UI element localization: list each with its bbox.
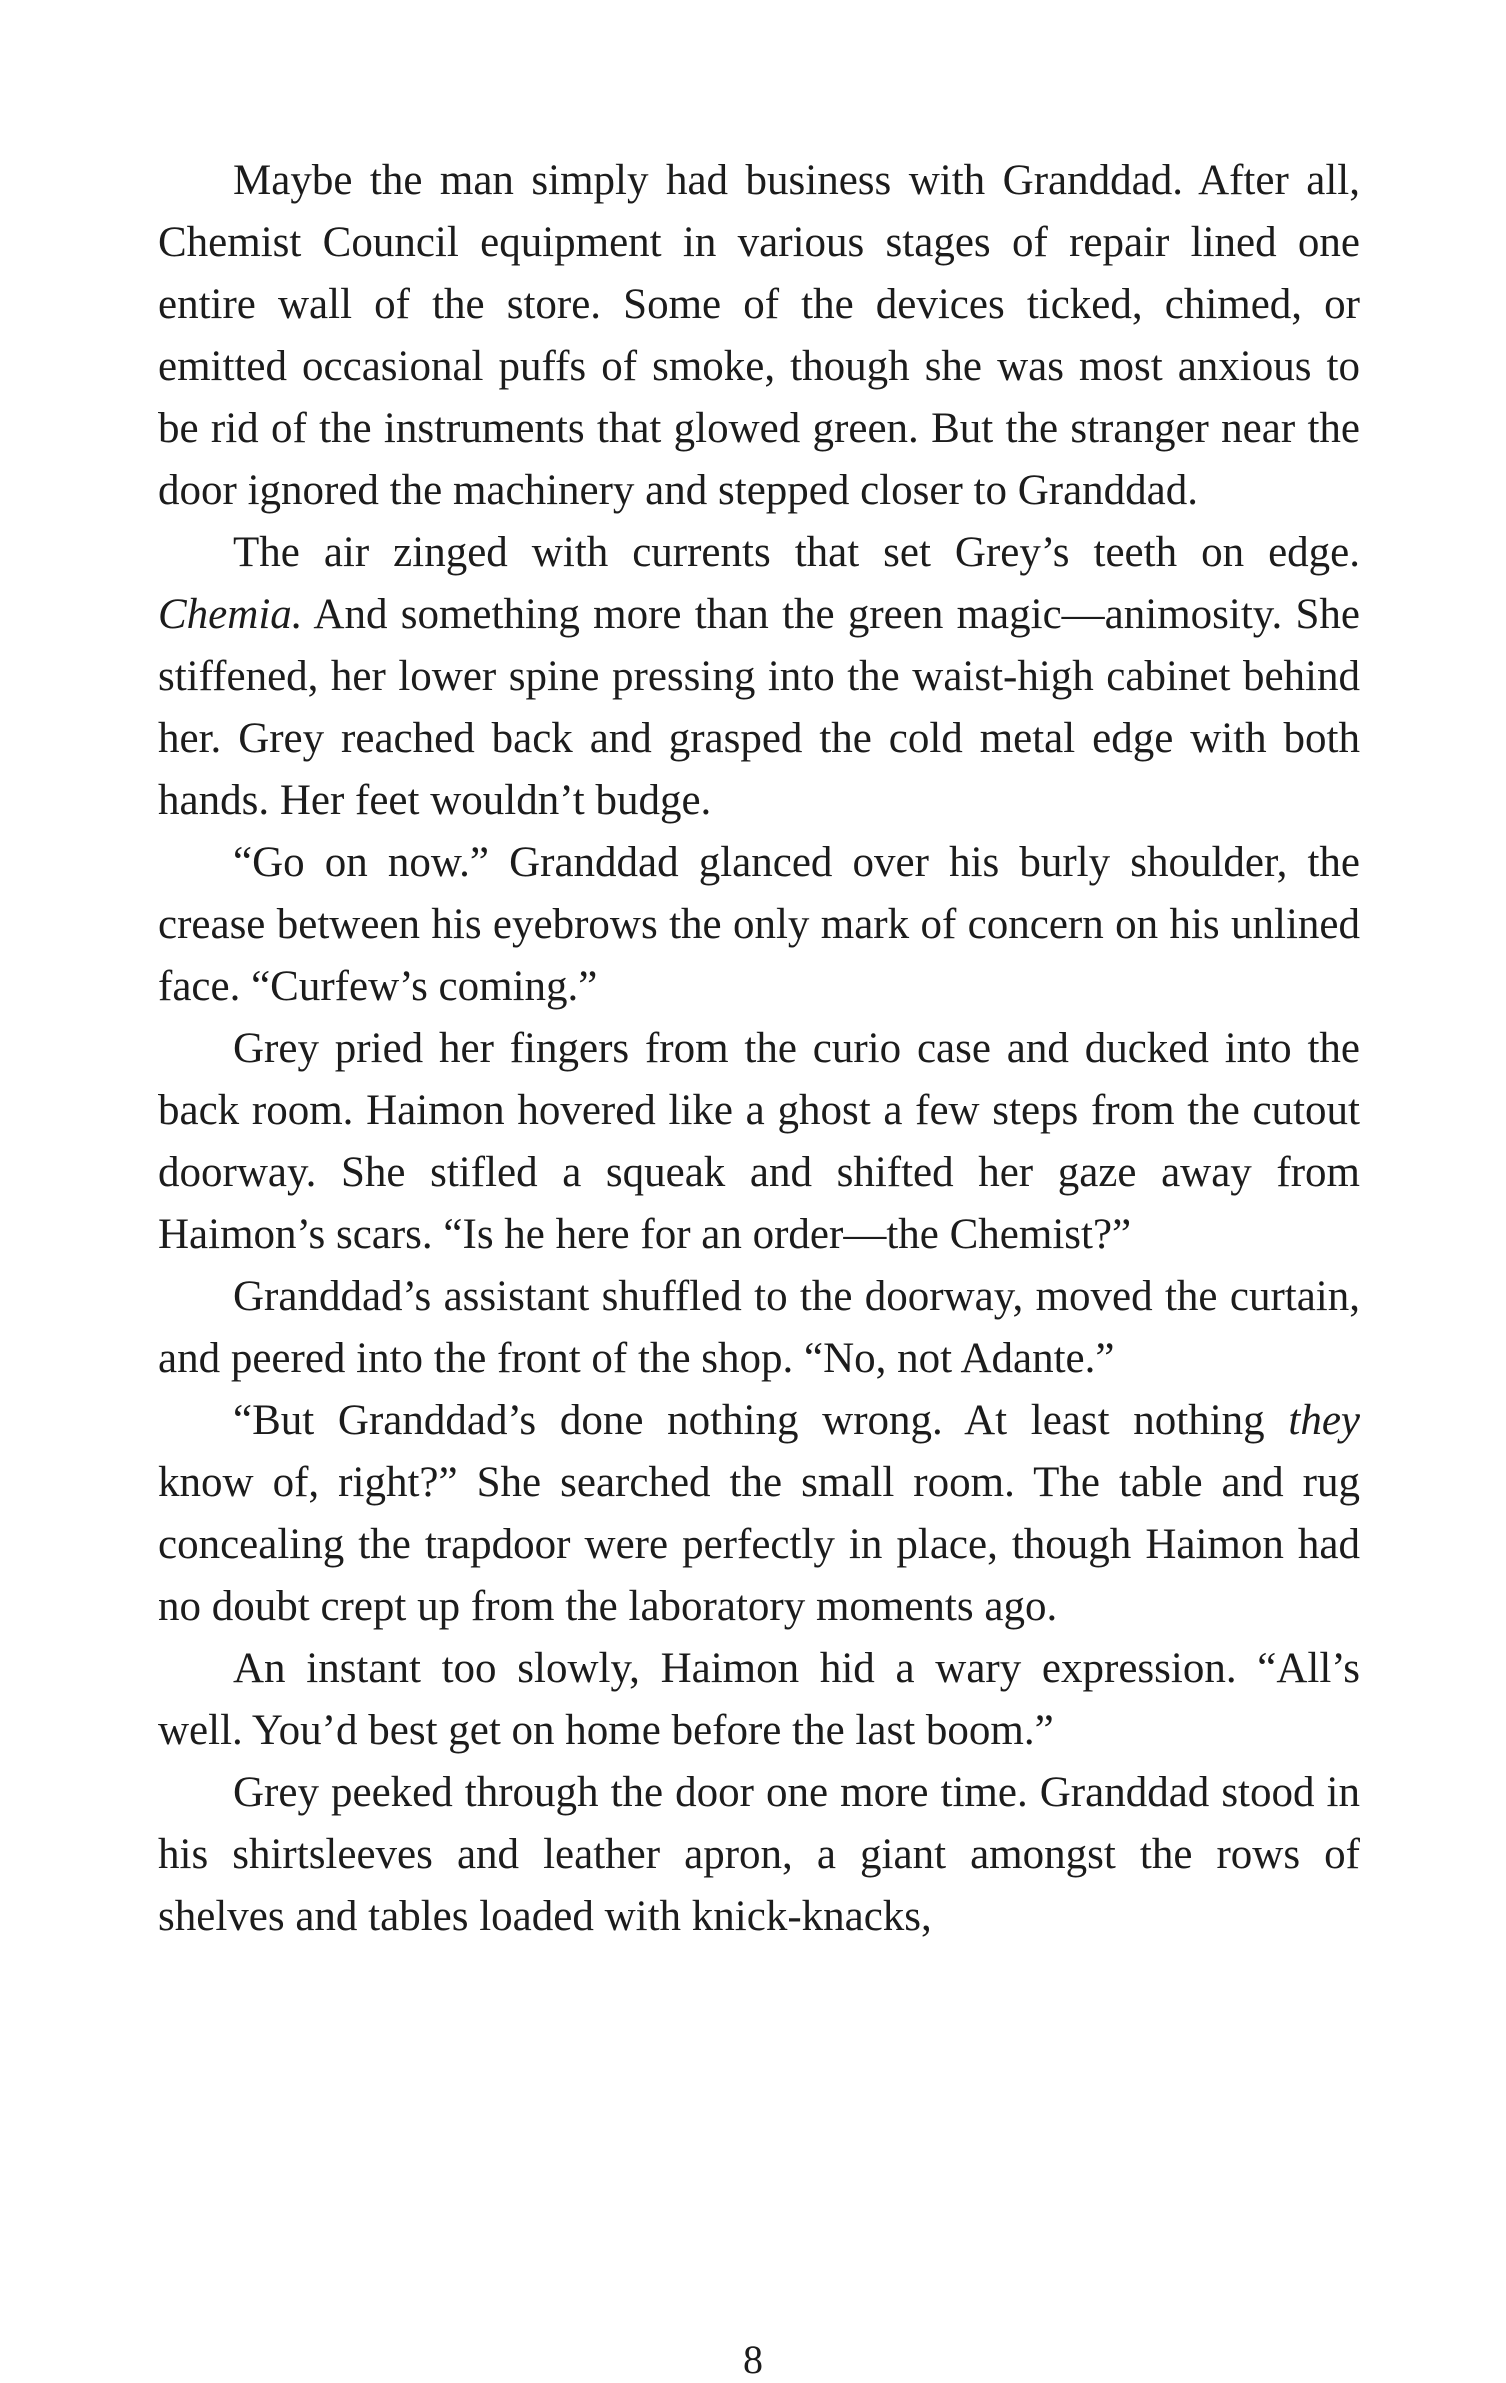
paragraph-2 <box>158 522 1360 832</box>
paragraph-1: Maybe the man simply had business with Granddad. After all, Chemist Council equipment in various stages of repair lined one entire wall of the store. Some of the devices ticked, chimed, or emitted occasional puffs of smoke, though she was most anxious to be rid of the instruments that glowed green. But the stranger near the door ignored the machinery and stepped closer to Granddad. <box>158 157 1360 514</box>
paragraph-6 <box>158 1390 1360 1638</box>
body-text <box>158 150 1360 1948</box>
paragraph-2-italic: Chemia. <box>158 591 303 638</box>
paragraph-4: Grey pried her fingers from the curio case and ducked into the back room. Haimon hovered like a ghost a few steps from the cutout doorway. She stifled a squeak and shifted her gaze away from Haimon’s scars. “Is he here for an order—the Chemist?” <box>158 1025 1360 1258</box>
paragraph-6-part-2: know of, right?” She searched the small room. The table and rug concealing the trapdoor were perfectly in place, though Haimon had no doubt crept up from the laboratory moments ago. <box>158 1459 1360 1630</box>
paragraph-7: An instant too slowly, Haimon hid a wary expression. “All’s well. You’d best get on home before the last boom.” <box>158 1645 1360 1754</box>
paragraph-3: “Go on now.” Granddad glanced over his burly shoulder, the crease between his eyebrows the only mark of concern on his unlined face. “Curfew’s coming.” <box>158 839 1360 1010</box>
page-number: 8 <box>743 2337 763 2382</box>
paragraph-6-part-1: “But Granddad’s done nothing wrong. At least nothing <box>233 1397 1289 1444</box>
paragraph-8: Grey peeked through the door one more time. Granddad stood in his shirtsleeves and leather apron, a giant amongst the rows of shelves and tables loaded with knick-knacks, <box>158 1769 1360 1940</box>
paragraph-2-part-2: And something more than the green magic—animosity. She stiffened, her lower spine pressing into the waist-high cabinet behind her. Grey reached back and grasped the cold metal edge with both hands. Her feet wouldn’t budge. <box>158 591 1360 824</box>
paragraph-5: Granddad’s assistant shuffled to the doorway, moved the curtain, and peered into the front of the shop. “No, not Adante.” <box>158 1273 1360 1382</box>
paragraph-2-part-1: The air zinged with currents that set Grey’s teeth on edge. <box>233 529 1360 576</box>
paragraph-6-italic: they <box>1288 1397 1360 1444</box>
